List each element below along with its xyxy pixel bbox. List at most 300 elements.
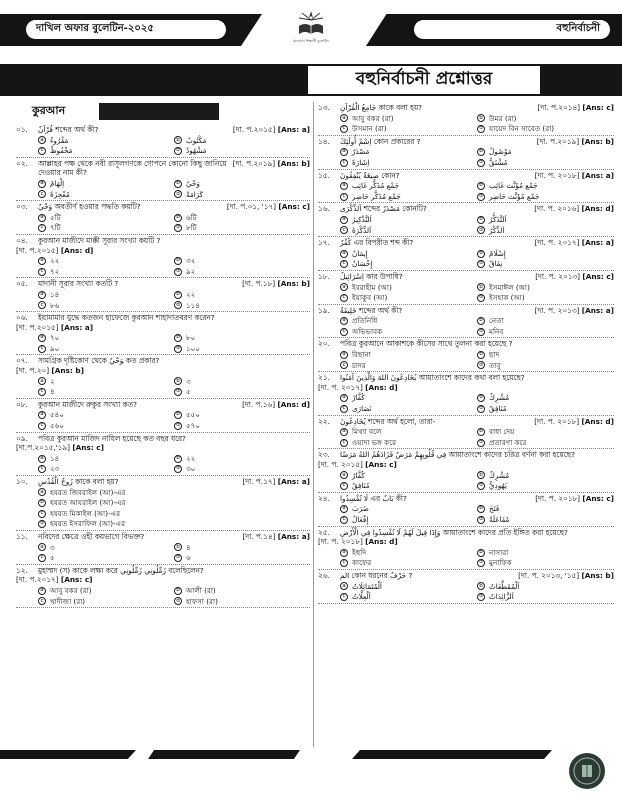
option-a xyxy=(340,471,477,481)
header-left-title: দাখিল অফার বুলেটিন-২০২৫ xyxy=(26,20,226,39)
option-grid xyxy=(16,543,310,563)
option-a xyxy=(38,256,174,266)
option-text: اَلذِّكْرَةُ xyxy=(352,225,372,235)
option-grid xyxy=(16,454,310,474)
option-grid xyxy=(318,504,614,524)
question-text: وَحْيٌ অবতীর্ণ হওয়ার পদ্ধতি কয়টি? xyxy=(38,202,141,212)
answer-key: [Ans: d] xyxy=(277,399,310,409)
option-c xyxy=(340,158,477,168)
question-item xyxy=(318,570,614,604)
option-a xyxy=(340,316,477,326)
question-line xyxy=(318,137,614,147)
question-reference xyxy=(537,137,614,147)
option-letter-icon: a xyxy=(38,455,46,463)
question-reference xyxy=(534,204,614,214)
option-text: مَصْدَرٌ xyxy=(352,147,370,157)
option-grid xyxy=(318,114,614,134)
question-text: ইয়ামামার যুদ্ধে কতজন হাফেজে কুরআন শাহাদাতবরণ করেন? xyxy=(38,313,215,323)
option-letter-icon: c xyxy=(38,268,46,276)
question-text: আল্লাহর পক্ষ থেকে নবী রাসূলগণকে গোপনে কোনো কিছু জানিয়ে দেওয়ার নাম কী? xyxy=(38,158,227,178)
option-text: ৭০ xyxy=(50,333,60,343)
question-number: ২৬. xyxy=(318,570,330,580)
page-title: বহুনির্বাচনী প্রশ্নোত্তর xyxy=(306,64,542,96)
question-item xyxy=(16,531,310,565)
option-letter-icon: d xyxy=(174,268,182,276)
option-a xyxy=(340,504,477,514)
question-item xyxy=(16,312,310,355)
option-b xyxy=(477,283,614,293)
option-letter-icon: b xyxy=(174,377,182,385)
answer-key: [Ans: a] xyxy=(60,322,94,332)
answer-key: [Ans: b] xyxy=(581,570,614,580)
question-text: নবিদের ক্ষেত্রে ওহী কয়ভাগে বিভক্ত? xyxy=(38,531,145,541)
question-number: ১৮. xyxy=(318,271,330,281)
footer-bar-middle xyxy=(148,750,300,759)
option-letter-icon: b xyxy=(174,587,182,595)
question-reference xyxy=(16,246,93,255)
option-grid xyxy=(318,393,614,413)
option-c xyxy=(38,146,174,156)
option-a xyxy=(340,582,477,592)
question-text: خَلِيفَةٌ শব্দের অর্থ কী? xyxy=(340,305,403,315)
option-letter-icon: a xyxy=(38,136,46,144)
option-text: ৬টি xyxy=(186,212,197,222)
option-text: হযরত ইসরাফিল (আ)-এর xyxy=(50,519,126,529)
option-text: প্রতারণা করে xyxy=(489,437,527,447)
option-text: প্রতিনিধি xyxy=(352,316,378,326)
option-letter-icon: c xyxy=(340,439,348,447)
reference-text: [দা. প. ২০১৫] xyxy=(318,460,363,469)
option-text: ৫ xyxy=(186,387,191,397)
option-letter-icon: b xyxy=(477,250,485,258)
left-question-list xyxy=(16,124,310,608)
question-reference xyxy=(535,238,614,248)
option-letter-icon: a xyxy=(38,411,46,419)
question-reference xyxy=(535,171,614,181)
option-letter-icon: b xyxy=(174,334,182,342)
question-number: ১০. xyxy=(16,477,28,486)
option-d xyxy=(174,267,310,277)
option-d xyxy=(174,553,310,563)
option-text: উসমান (রা) xyxy=(352,124,387,134)
option-grid xyxy=(318,582,614,602)
question-reference xyxy=(16,323,93,332)
option-text: مَقْرُوءٌ xyxy=(50,135,69,145)
question-text: মাদানী সূরার সংখ্যা কতটি ? xyxy=(38,279,119,289)
option-text: আবু বকর (রা) xyxy=(352,113,394,123)
option-letter-icon: c xyxy=(340,260,348,268)
option-d xyxy=(477,592,614,602)
reference-text: [দা. প.০১, '১৭] xyxy=(226,202,277,212)
option-a xyxy=(38,543,174,553)
option-letter-icon: d xyxy=(477,226,485,234)
question-line xyxy=(16,566,310,576)
option-a xyxy=(340,147,477,157)
option-text: ২২ xyxy=(50,256,60,266)
option-text: ইবরাহীম (আ) xyxy=(352,282,392,292)
option-text: ২২ xyxy=(186,289,196,299)
option-letter-icon: d xyxy=(477,125,485,133)
option-d xyxy=(477,515,614,525)
option-b xyxy=(38,498,310,508)
option-b xyxy=(174,136,310,146)
option-text: جَمْع مُذَكَّر حَاضِر xyxy=(352,191,401,201)
question-item xyxy=(16,476,310,531)
option-text: مَشْهُودٌ xyxy=(186,146,207,156)
question-reference xyxy=(242,532,310,542)
option-letter-icon: c xyxy=(38,147,46,155)
option-text: ৫ xyxy=(50,553,55,563)
footer-bar-left xyxy=(0,750,136,759)
option-b xyxy=(174,410,310,420)
option-letter-icon: b xyxy=(174,411,182,419)
reference-text: [দা. প. ২০১৮] xyxy=(535,493,581,503)
option-letter-icon: d xyxy=(477,516,485,524)
option-text: مُشْرِكٌ xyxy=(489,393,510,403)
option-letter-icon: d xyxy=(38,520,46,528)
option-grid xyxy=(16,213,310,233)
question-item xyxy=(16,433,310,476)
question-line xyxy=(16,313,310,323)
question-item xyxy=(318,237,614,271)
option-letter-icon: d xyxy=(477,193,485,201)
option-c xyxy=(38,421,174,431)
option-d xyxy=(477,438,614,448)
option-text: اِلْهَامٌ xyxy=(50,178,65,188)
question-reference xyxy=(535,306,614,316)
reference-text: [দা. প.২০১৭] xyxy=(16,575,59,585)
option-letter-icon: c xyxy=(38,465,46,473)
answer-key: [Ans: b] xyxy=(51,366,84,376)
section-header xyxy=(16,102,310,120)
question-text: صِيغَةٌ يُنْفِقُونَ কোন? xyxy=(340,170,400,180)
option-a xyxy=(38,136,174,146)
question-text: اِسْرَائِيلُ কার উপাধি? xyxy=(340,271,403,281)
option-letter-icon: b xyxy=(477,216,485,224)
option-c xyxy=(340,226,477,236)
watermark-badge-icon xyxy=(568,752,606,790)
answer-key: [Ans: a] xyxy=(581,170,614,180)
question-text: يُخَادِعُونَ اللهَ وَالَّذِينَ آمَنُوا আয়াতাংশে কাদের কথা বলা হয়েছে? xyxy=(340,373,525,383)
reference-text: [দা. প. ২০১৭] xyxy=(318,382,363,392)
option-letter-icon: a xyxy=(340,148,348,156)
option-letter-icon: d xyxy=(174,465,182,473)
question-reference xyxy=(318,537,398,546)
question-number: ২১. xyxy=(318,373,330,383)
question-reference xyxy=(535,494,614,504)
option-text: মিথ্যা বলে xyxy=(352,427,382,437)
option-letter-icon: d xyxy=(174,147,182,155)
option-letter-icon: b xyxy=(477,283,485,291)
option-grid xyxy=(16,136,310,156)
option-letter-icon: b xyxy=(477,582,485,590)
option-d xyxy=(38,519,310,529)
question-text: يُخَادِعُونَ শব্দের অর্থ হলো, তারা- xyxy=(340,416,436,426)
option-d xyxy=(174,301,310,311)
answer-key: [Ans: c] xyxy=(582,271,614,281)
option-text: হযরত জিবরাইল (আ)-এর xyxy=(50,487,126,497)
option-b xyxy=(174,377,310,387)
option-text: ৬ xyxy=(186,553,191,563)
option-text: ৭টি xyxy=(50,223,61,233)
option-d xyxy=(477,481,614,491)
option-grid xyxy=(318,548,614,568)
question-reference xyxy=(233,159,310,178)
question-item xyxy=(318,527,614,570)
option-letter-icon: a xyxy=(38,180,46,188)
option-b xyxy=(477,181,614,191)
option-c xyxy=(340,327,477,337)
option-b xyxy=(174,543,310,553)
option-d xyxy=(477,158,614,168)
option-c xyxy=(340,558,477,568)
question-item xyxy=(16,235,310,278)
option-letter-icon: d xyxy=(174,345,182,353)
question-line xyxy=(16,202,310,212)
answer-key: [Ans: a] xyxy=(277,477,310,486)
option-a xyxy=(340,181,477,191)
option-b xyxy=(174,290,310,300)
option-letter-icon: c xyxy=(38,554,46,562)
redaction-block xyxy=(99,103,219,120)
option-letter-icon: d xyxy=(174,388,182,396)
option-text: ইসহাক (আ) xyxy=(489,293,525,303)
option-letter-icon: b xyxy=(174,136,182,144)
option-b xyxy=(477,393,614,403)
option-d xyxy=(174,190,310,200)
answer-key: [Ans: c] xyxy=(60,575,93,585)
option-text: جَمْع مُذَكَّر غَائِب xyxy=(352,181,400,191)
option-d xyxy=(174,146,310,156)
option-b xyxy=(174,454,310,464)
option-grid xyxy=(16,290,310,310)
answer-key: [Ans: a] xyxy=(581,238,614,248)
option-text: ৪ xyxy=(186,542,191,552)
answer-key: [Ans: d] xyxy=(365,382,398,392)
question-line xyxy=(318,103,614,113)
option-letter-icon: d xyxy=(174,554,182,562)
question-line xyxy=(318,204,614,214)
question-item xyxy=(318,493,614,527)
option-text: ১৪ xyxy=(50,289,60,299)
question-number: ২২. xyxy=(318,416,330,426)
option-a xyxy=(38,333,174,343)
option-text: نَصَارَى xyxy=(352,404,372,414)
option-text: ৩০ xyxy=(186,464,196,474)
section-title: কুরআন xyxy=(32,103,66,117)
option-letter-icon: a xyxy=(340,471,348,479)
option-a xyxy=(340,283,477,293)
option-text: ৫৫০ xyxy=(186,410,201,420)
option-grid xyxy=(318,283,614,303)
question-text: اَلذِّكْرَى শব্দের مَصْدَرٌ কোনটি? xyxy=(340,204,427,214)
question-text: قُرْآنٌ শব্দের অর্থ কী? xyxy=(38,125,99,134)
option-a xyxy=(38,290,174,300)
question-reference xyxy=(518,571,614,581)
question-item xyxy=(16,399,310,433)
question-item xyxy=(16,355,310,398)
reference-text: [দা. প. ২০১৬] xyxy=(534,204,580,214)
question-item xyxy=(318,136,614,170)
option-letter-icon: a xyxy=(340,394,348,402)
question-reference xyxy=(535,272,614,282)
question-reference xyxy=(233,125,310,135)
answer-key: [Ans: a] xyxy=(277,531,310,541)
option-c xyxy=(340,404,477,414)
option-text: খাদীজা (রা) xyxy=(50,596,86,606)
answer-key: [Ans: b] xyxy=(581,136,614,146)
question-line xyxy=(16,400,310,410)
option-text: وَحْيٌ xyxy=(186,178,200,188)
question-line xyxy=(318,373,614,383)
question-text: فِي قُلُوبِهِمْ مَرَضٌ فَزَادَهُمُ اللهُ مَرَضًا আয়াতাংশে কাদের চরিত্র বর্ণনা করা হয়েছে? xyxy=(340,450,575,460)
option-text: ১০০ xyxy=(186,343,201,353)
option-d xyxy=(174,421,310,431)
option-text: ৫টি xyxy=(50,212,61,222)
question-text: পবিত্র কুরআনে আকাশকে কীসের সাথে তুলনা করা হয়েছে ? xyxy=(340,339,513,349)
question-line xyxy=(16,532,310,542)
option-d xyxy=(477,124,614,134)
question-item xyxy=(16,124,310,158)
option-letter-icon: b xyxy=(38,499,46,507)
question-number: ১৯. xyxy=(318,305,330,315)
question-text: وَإِذَا قِيلَ لَهُمْ لَا تُفْسِدُوا فِي الْأَرْضِ আয়াতাংশে কাদের প্রতি ইঙ্গিত করা হয়েছে? xyxy=(340,527,568,537)
option-c xyxy=(340,438,477,448)
option-c xyxy=(38,553,174,563)
question-item xyxy=(16,158,310,201)
option-letter-icon: c xyxy=(340,193,348,201)
option-letter-icon: d xyxy=(477,294,485,302)
option-text: فَتَحَ xyxy=(489,504,500,514)
option-b xyxy=(477,582,614,592)
option-text: ৫৬০ xyxy=(50,421,65,431)
question-number: ২৪. xyxy=(318,493,330,503)
answer-key: [Ans: b] xyxy=(277,279,310,289)
option-letter-icon: b xyxy=(174,180,182,188)
question-number: ১৬. xyxy=(318,204,330,214)
question-item xyxy=(318,449,614,492)
option-grid xyxy=(318,427,614,447)
logo-caption: মাদরাসা শিক্ষার্থী বুলেটিন xyxy=(293,39,329,43)
option-letter-icon: d xyxy=(477,559,485,567)
question-reference xyxy=(227,202,310,212)
question-line xyxy=(16,125,310,135)
option-letter-icon: a xyxy=(38,587,46,595)
option-letter-icon: a xyxy=(340,549,348,557)
question-number: ১৭. xyxy=(318,238,330,248)
option-text: إِفْعَالٌ xyxy=(352,514,369,524)
option-letter-icon: d xyxy=(477,328,485,336)
option-text: إِسْلَامٌ xyxy=(489,248,506,258)
option-text: مَوْصُولٌ xyxy=(489,147,512,157)
option-text: যায়েদ বিন সাবেত (রা) xyxy=(489,124,555,134)
bulletin-logo xyxy=(286,8,336,54)
question-item xyxy=(318,338,614,372)
answer-key: [Ans: c] xyxy=(582,493,614,503)
question-line xyxy=(318,272,614,282)
option-text: اَلتَّذْكِيرُ xyxy=(352,214,372,224)
option-text: مُشْتَقٌّ xyxy=(489,157,508,167)
question-line xyxy=(16,434,310,444)
option-letter-icon: b xyxy=(477,549,485,557)
option-text: হাফসা (রা) xyxy=(186,596,218,606)
option-letter-icon: c xyxy=(340,159,348,167)
option-text: আলী (রা) xyxy=(186,585,216,595)
option-text: নাসারা xyxy=(489,547,509,557)
option-d xyxy=(477,192,614,202)
option-letter-icon: b xyxy=(477,114,485,122)
option-letter-icon: b xyxy=(174,214,182,222)
option-text: اَلْعِلَّاتُ xyxy=(352,592,371,602)
option-text: ২ xyxy=(50,376,55,386)
option-d xyxy=(477,259,614,269)
question-item xyxy=(16,201,310,235)
option-a xyxy=(38,586,174,596)
option-b xyxy=(174,256,310,266)
option-text: مَكْتُوبٌ xyxy=(186,135,207,145)
question-number: ০৩. xyxy=(16,202,28,212)
question-text: رُوحُ الْقُدُسِ কাকে বলা হয়? xyxy=(38,477,119,486)
question-line xyxy=(16,477,310,487)
option-letter-icon: a xyxy=(340,182,348,190)
question-line xyxy=(318,339,614,349)
question-text: الم কোন ধরনের حَرْفٌ ? xyxy=(340,570,413,580)
option-c xyxy=(38,387,174,397)
option-grid xyxy=(16,410,310,430)
option-text: مُنَافِقٌ xyxy=(489,404,507,414)
option-text: اَلْمُقَطَّعَاتُ xyxy=(489,581,520,591)
option-letter-icon: c xyxy=(340,482,348,490)
option-b xyxy=(477,215,614,225)
question-number: ১৪. xyxy=(318,136,330,146)
option-text: جَمْع مُؤَنَّث حَاضِر xyxy=(489,191,540,201)
question-text: সামগ্রিক দৃষ্টিকোণ থেকে ‍وَحْيٌ কত প্রকার? xyxy=(38,356,160,366)
question-text: جَامِعُ الْقُرْآنِ কাকে বলা হয়? xyxy=(340,103,423,112)
option-c xyxy=(38,597,174,607)
option-text: ইসমাঈল (আ) xyxy=(489,282,530,292)
option-letter-icon: c xyxy=(38,422,46,430)
option-d xyxy=(477,327,614,337)
option-grid xyxy=(318,147,614,167)
reference-text: [দা. প.২০] xyxy=(16,366,50,376)
question-reference xyxy=(242,477,310,487)
option-text: বিছানা xyxy=(352,350,371,360)
question-line xyxy=(318,571,614,581)
reference-text: [দা. প.১৬] xyxy=(242,399,276,409)
option-text: নেতা xyxy=(489,316,504,326)
reference-text: [দা. প.১৪] xyxy=(242,531,276,541)
option-letter-icon: c xyxy=(340,226,348,234)
answer-key: [Ans: a] xyxy=(277,125,310,134)
question-number: ১১. xyxy=(16,531,28,541)
option-c xyxy=(340,361,477,371)
book-emblem-icon xyxy=(296,8,326,38)
option-text: ৮টি xyxy=(186,223,197,233)
option-d xyxy=(174,597,310,607)
option-b xyxy=(477,548,614,558)
option-letter-icon: a xyxy=(38,334,46,342)
option-text: اَلذِّكْرُ xyxy=(489,225,505,235)
option-c xyxy=(340,592,477,602)
option-c xyxy=(38,190,174,200)
question-item xyxy=(318,170,614,204)
option-letter-icon: a xyxy=(340,114,348,122)
option-text: اِشَارَةٌ xyxy=(352,157,370,167)
option-b xyxy=(477,147,614,157)
question-item xyxy=(318,271,614,305)
option-letter-icon: a xyxy=(340,283,348,291)
question-number: ২৫. xyxy=(318,527,330,537)
